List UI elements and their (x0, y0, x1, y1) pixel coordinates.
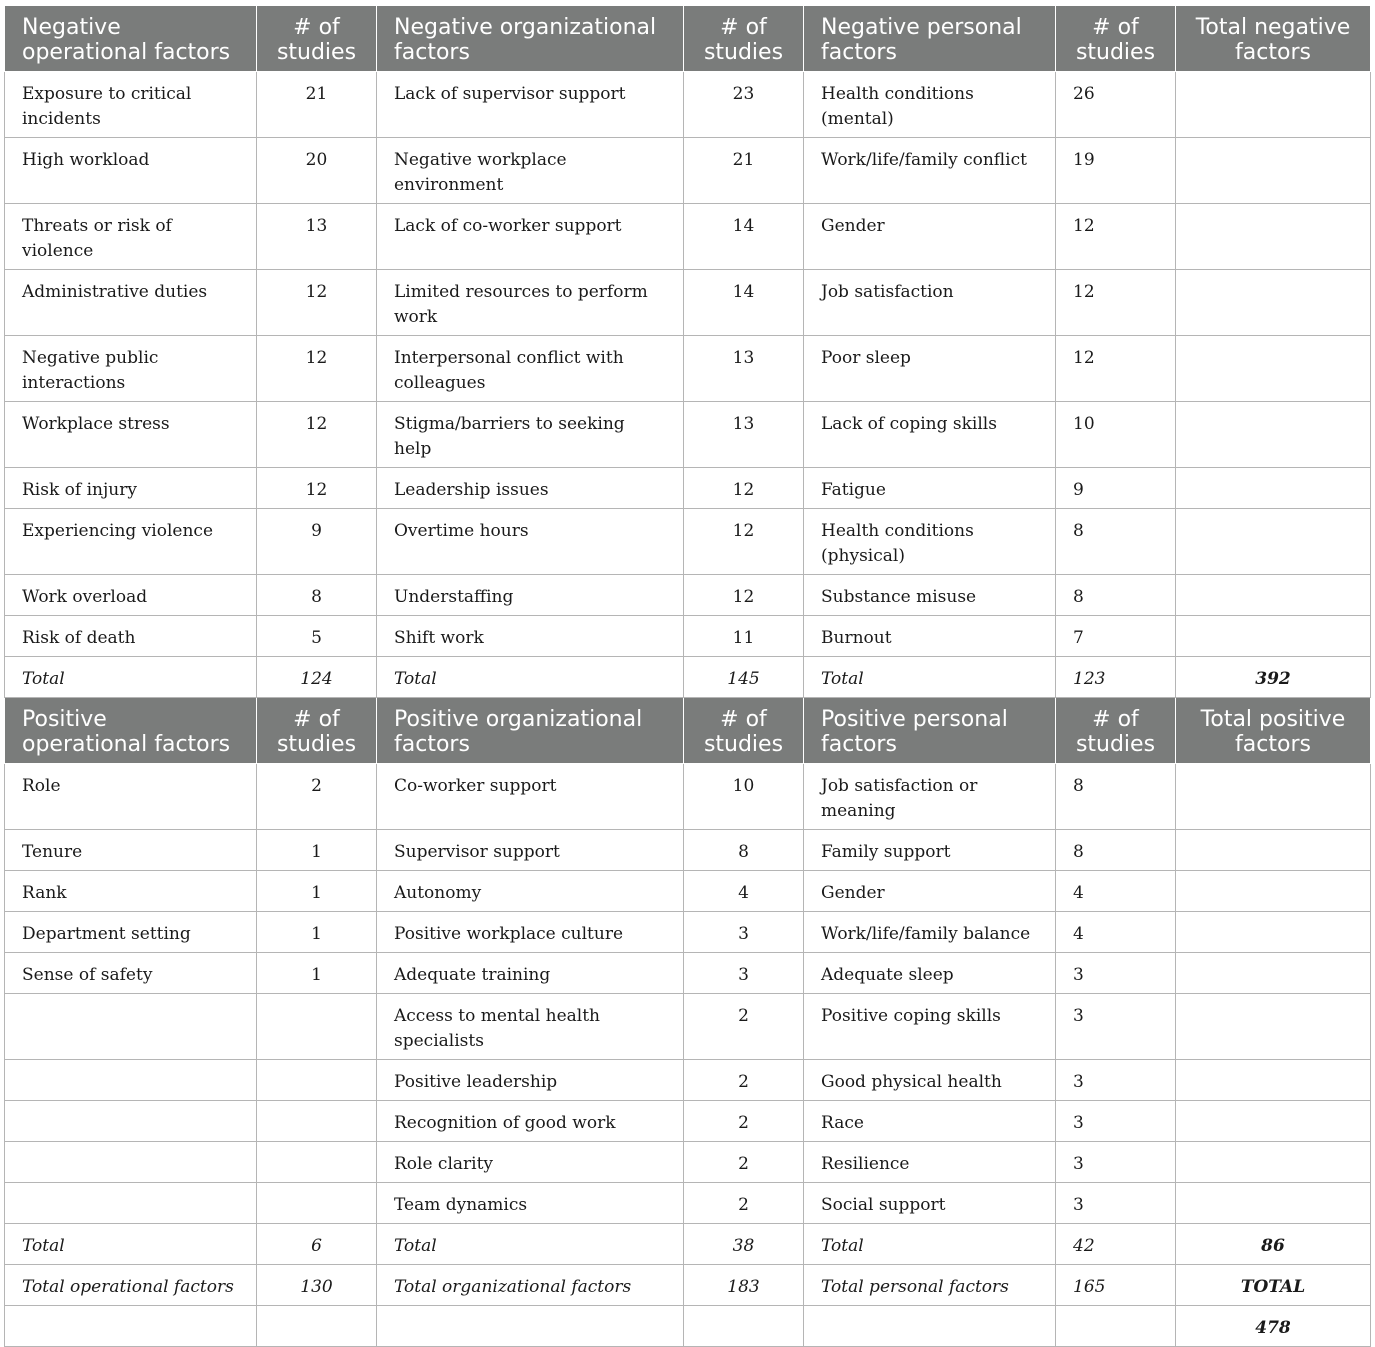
total-cell-empty (1176, 953, 1371, 994)
table-row (5, 764, 1371, 830)
table-row (5, 1142, 1371, 1183)
operational-factor: Work overload (5, 575, 257, 616)
personal-count: 3 (1056, 994, 1176, 1060)
grand-total-value: 478 (1176, 1306, 1371, 1347)
organizational-factor: Recognition of good work (377, 1101, 684, 1142)
table-row (5, 204, 1371, 270)
positive-header-row (5, 698, 1371, 764)
operational-count (257, 1060, 377, 1101)
personal-count: 8 (1056, 509, 1176, 575)
personal-factor: Gender (804, 204, 1056, 270)
operational-count: 1 (257, 830, 377, 871)
organizational-factor: Shift work (377, 616, 684, 657)
table-row (5, 1183, 1371, 1224)
personal-count: 4 (1056, 912, 1176, 953)
organizational-count: 23 (684, 72, 804, 138)
personal-count: 12 (1056, 336, 1176, 402)
operational-factor (5, 1142, 257, 1183)
personal-factor: Good physical health (804, 1060, 1056, 1101)
personal-count: 12 (1056, 204, 1176, 270)
total-cell-empty (1176, 270, 1371, 336)
table-row (5, 468, 1371, 509)
positive-total-header: Total positive factors (1176, 698, 1371, 764)
personal-count: 10 (1056, 402, 1176, 468)
empty-cell (5, 1306, 257, 1347)
negative-total-header: Total negative factors (1176, 6, 1371, 72)
operational-count (257, 1183, 377, 1224)
organizational-count: 2 (684, 1183, 804, 1224)
personal-count-header: # of studies (1056, 6, 1176, 72)
organizational-count-header: # of studies (684, 698, 804, 764)
total-cell-empty (1176, 72, 1371, 138)
total-cell-empty (1176, 1183, 1371, 1224)
personal-count-header: # of studies (1056, 698, 1176, 764)
table-row (5, 912, 1371, 953)
total-operational-label: Total operational factors (5, 1265, 257, 1306)
table-row (5, 994, 1371, 1060)
organizational-factor: Limited resources to perform work (377, 270, 684, 336)
personal-count: 4 (1056, 871, 1176, 912)
negative-total-row (5, 657, 1371, 698)
empty-cell (377, 1306, 684, 1347)
total-cell-empty (1176, 138, 1371, 204)
personal-factor: Substance misuse (804, 575, 1056, 616)
organizational-count: 21 (684, 138, 804, 204)
personal-factor: Race (804, 1101, 1056, 1142)
empty-cell (804, 1306, 1056, 1347)
organizational-factor: Co-worker support (377, 764, 684, 830)
organizational-count: 13 (684, 336, 804, 402)
personal-count: 8 (1056, 830, 1176, 871)
personal-count: 19 (1056, 138, 1176, 204)
organizational-count: 2 (684, 994, 804, 1060)
personal-count: 3 (1056, 1060, 1176, 1101)
organizational-factor: Team dynamics (377, 1183, 684, 1224)
personal-count: 12 (1056, 270, 1176, 336)
personal-factor: Job satisfaction (804, 270, 1056, 336)
organizational-factor: Positive leadership (377, 1060, 684, 1101)
operational-factor (5, 1060, 257, 1101)
personal-factor: Work/life/family conflict (804, 138, 1056, 204)
organizational-factor: Interpersonal conflict with colleagues (377, 336, 684, 402)
personal-count: 3 (1056, 953, 1176, 994)
total-cell-empty (1176, 204, 1371, 270)
total-cell-empty (1176, 1101, 1371, 1142)
operational-factor (5, 1183, 257, 1224)
operational-count: 9 (257, 509, 377, 575)
table-row (5, 871, 1371, 912)
operational-count (257, 1142, 377, 1183)
operational-factor: Workplace stress (5, 402, 257, 468)
personal-factor: Burnout (804, 616, 1056, 657)
total-label: Total (377, 657, 684, 698)
total-cell-empty (1176, 402, 1371, 468)
personal-factor: Fatigue (804, 468, 1056, 509)
table-row (5, 270, 1371, 336)
negative-grand-total: 392 (1176, 657, 1371, 698)
personal-count: 3 (1056, 1101, 1176, 1142)
positive-personal-header: Positive personal factors (804, 698, 1056, 764)
total-cell-empty (1176, 468, 1371, 509)
total-organizational-value: 183 (684, 1265, 804, 1306)
grand-total-row (5, 1306, 1371, 1347)
total-cell-empty (1176, 616, 1371, 657)
factors-table (4, 6, 1371, 1347)
table-row (5, 72, 1371, 138)
overall-total-row (5, 1265, 1371, 1306)
operational-factor: Tenure (5, 830, 257, 871)
total-cell-empty (1176, 994, 1371, 1060)
organizational-factor: Leadership issues (377, 468, 684, 509)
personal-factor: Resilience (804, 1142, 1056, 1183)
organizational-total: 38 (684, 1224, 804, 1265)
organizational-count: 4 (684, 871, 804, 912)
organizational-count: 8 (684, 830, 804, 871)
table-row (5, 138, 1371, 204)
total-label: Total (804, 657, 1056, 698)
organizational-factor: Autonomy (377, 871, 684, 912)
personal-factor: Positive coping skills (804, 994, 1056, 1060)
positive-total-row (5, 1224, 1371, 1265)
organizational-count: 3 (684, 912, 804, 953)
total-organizational-label: Total organizational factors (377, 1265, 684, 1306)
negative-header-row (5, 6, 1371, 72)
operational-count: 2 (257, 764, 377, 830)
organizational-count: 12 (684, 575, 804, 616)
operational-factor: Sense of safety (5, 953, 257, 994)
operational-count: 1 (257, 871, 377, 912)
organizational-count: 12 (684, 509, 804, 575)
personal-total: 123 (1056, 657, 1176, 698)
positive-operational-header: Positive operational factors (5, 698, 257, 764)
organizational-total: 145 (684, 657, 804, 698)
operational-count: 5 (257, 616, 377, 657)
operational-count (257, 1101, 377, 1142)
personal-factor: Health conditions (physical) (804, 509, 1056, 575)
table-row (5, 575, 1371, 616)
grand-total-label: TOTAL (1176, 1265, 1371, 1306)
organizational-factor: Stigma/barriers to seeking help (377, 402, 684, 468)
empty-cell (1056, 1306, 1176, 1347)
operational-count (257, 994, 377, 1060)
personal-factor: Adequate sleep (804, 953, 1056, 994)
total-cell-empty (1176, 509, 1371, 575)
organizational-factor: Lack of supervisor support (377, 72, 684, 138)
operational-count: 12 (257, 270, 377, 336)
organizational-factor: Access to mental health specialists (377, 994, 684, 1060)
operational-factor: Risk of injury (5, 468, 257, 509)
negative-personal-header: Negative personal factors (804, 6, 1056, 72)
organizational-factor: Lack of co-worker support (377, 204, 684, 270)
operational-factor (5, 994, 257, 1060)
operational-count: 21 (257, 72, 377, 138)
negative-operational-header: Negative operational factors (5, 6, 257, 72)
operational-factor: Rank (5, 871, 257, 912)
organizational-factor: Role clarity (377, 1142, 684, 1183)
total-personal-value: 165 (1056, 1265, 1176, 1306)
personal-total: 42 (1056, 1224, 1176, 1265)
operational-count: 1 (257, 953, 377, 994)
organizational-count: 3 (684, 953, 804, 994)
total-cell-empty (1176, 336, 1371, 402)
organizational-factor: Negative workplace environment (377, 138, 684, 204)
personal-count: 7 (1056, 616, 1176, 657)
total-cell-empty (1176, 575, 1371, 616)
operational-count: 1 (257, 912, 377, 953)
total-cell-empty (1176, 871, 1371, 912)
factors-table-body (5, 6, 1371, 1347)
operational-factor: Administrative duties (5, 270, 257, 336)
table-row (5, 1060, 1371, 1101)
operational-factor: Exposure to critical incidents (5, 72, 257, 138)
operational-count: 12 (257, 402, 377, 468)
organizational-count: 13 (684, 402, 804, 468)
table-row (5, 830, 1371, 871)
operational-factor: Negative public interactions (5, 336, 257, 402)
positive-organizational-header: Positive organizational factors (377, 698, 684, 764)
operational-count: 13 (257, 204, 377, 270)
total-cell-empty (1176, 830, 1371, 871)
operational-count-header: # of studies (257, 6, 377, 72)
total-operational-value: 130 (257, 1265, 377, 1306)
personal-factor: Work/life/family balance (804, 912, 1056, 953)
table-row (5, 1101, 1371, 1142)
organizational-count: 14 (684, 270, 804, 336)
operational-factor: Experiencing violence (5, 509, 257, 575)
operational-factor: Risk of death (5, 616, 257, 657)
operational-count-header: # of studies (257, 698, 377, 764)
personal-factor: Job satisfaction or meaning (804, 764, 1056, 830)
organizational-count: 11 (684, 616, 804, 657)
personal-factor: Family support (804, 830, 1056, 871)
organizational-count: 10 (684, 764, 804, 830)
operational-factor: Threats or risk of violence (5, 204, 257, 270)
operational-count: 12 (257, 336, 377, 402)
table-row (5, 509, 1371, 575)
organizational-count: 2 (684, 1142, 804, 1183)
operational-factor: Department setting (5, 912, 257, 953)
organizational-count: 2 (684, 1101, 804, 1142)
total-label: Total (804, 1224, 1056, 1265)
positive-grand-total: 86 (1176, 1224, 1371, 1265)
personal-factor: Health conditions (mental) (804, 72, 1056, 138)
personal-count: 9 (1056, 468, 1176, 509)
total-cell-empty (1176, 1060, 1371, 1101)
personal-count: 3 (1056, 1142, 1176, 1183)
operational-total: 124 (257, 657, 377, 698)
organizational-count: 12 (684, 468, 804, 509)
operational-factor: Role (5, 764, 257, 830)
table-row (5, 336, 1371, 402)
operational-count: 12 (257, 468, 377, 509)
negative-organizational-header: Negative organizational factors (377, 6, 684, 72)
total-personal-label: Total personal factors (804, 1265, 1056, 1306)
operational-count: 8 (257, 575, 377, 616)
organizational-factor: Supervisor support (377, 830, 684, 871)
total-label: Total (5, 657, 257, 698)
personal-factor: Lack of coping skills (804, 402, 1056, 468)
operational-count: 20 (257, 138, 377, 204)
personal-factor: Social support (804, 1183, 1056, 1224)
organizational-factor: Overtime hours (377, 509, 684, 575)
table-row (5, 616, 1371, 657)
organizational-count: 2 (684, 1060, 804, 1101)
total-cell-empty (1176, 1142, 1371, 1183)
organizational-factor: Positive workplace culture (377, 912, 684, 953)
personal-factor: Gender (804, 871, 1056, 912)
personal-count: 8 (1056, 764, 1176, 830)
personal-factor: Poor sleep (804, 336, 1056, 402)
personal-count: 8 (1056, 575, 1176, 616)
organizational-factor: Understaffing (377, 575, 684, 616)
operational-total: 6 (257, 1224, 377, 1265)
empty-cell (684, 1306, 804, 1347)
total-cell-empty (1176, 764, 1371, 830)
operational-factor: High workload (5, 138, 257, 204)
organizational-count: 14 (684, 204, 804, 270)
table-row (5, 953, 1371, 994)
personal-count: 26 (1056, 72, 1176, 138)
total-label: Total (5, 1224, 257, 1265)
personal-count: 3 (1056, 1183, 1176, 1224)
organizational-count-header: # of studies (684, 6, 804, 72)
operational-factor (5, 1101, 257, 1142)
organizational-factor: Adequate training (377, 953, 684, 994)
total-cell-empty (1176, 912, 1371, 953)
empty-cell (257, 1306, 377, 1347)
table-row (5, 402, 1371, 468)
total-label: Total (377, 1224, 684, 1265)
